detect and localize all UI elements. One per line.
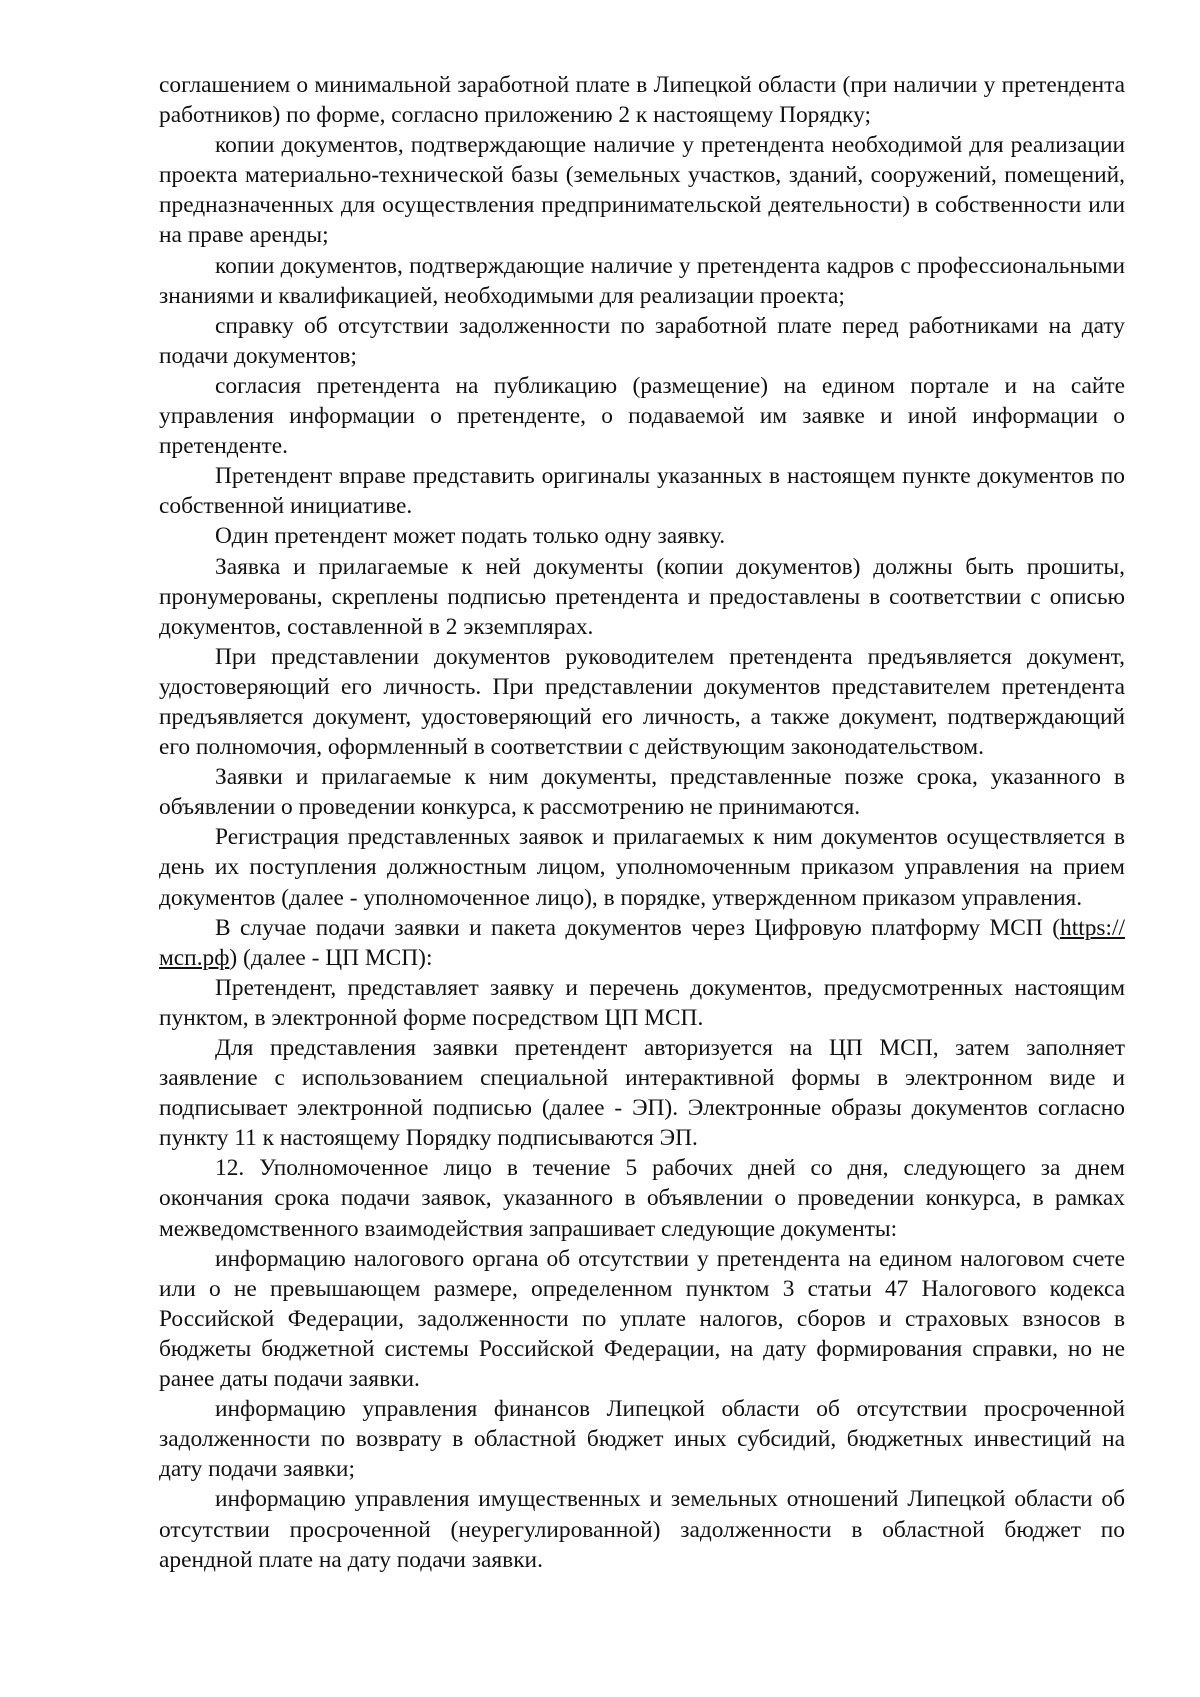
paragraph: Для представления заявки претендент авторизуется на ЦП МСП, затем заполняет заявление с использованием специальной интерактивной формы в электронном виде и подписывает электронной подписью (далее - ЭП). Электронные образы документов согласно пункту 11 к настоящему Порядку подписываются ЭП.: [159, 1035, 1125, 1152]
paragraph: информацию управления финансов Липецкой области об отсутствии просроченной задолженности по возврату в областной бюджет иных субсидий, бюджетных инвестиций на дату подачи заявки;: [159, 1396, 1125, 1483]
paragraph: информацию налогового органа об отсутствии у претендента на едином налоговом счете или о не превышающем размере, определенном пунктом 3 статьи 47 Налогового кодекса Российской Федерации, задолженности по уплате налогов, сборов и страховых взносов в бюджеты бюджетной системы Российской Федерации, на дату формирования справки, но не ранее даты подачи заявки.: [159, 1245, 1125, 1393]
paragraph: 12. Уполномоченное лицо в течение 5 рабочих дней со дня, следующего за днем окончания срока подачи заявок, указанного в объявлении о проведении конкурса, в рамках межведомственного взаимодействия запрашивает следующие документы:: [159, 1155, 1125, 1242]
msp-platform-link[interactable]: https://мсп.рф: [159, 914, 1125, 971]
paragraph-text-tail: ) (далее - ЦП МСП):: [229, 944, 433, 971]
paragraph: согласия претендента на публикацию (размещение) на едином портале и на сайте управления информации о претенденте, о подаваемой им заявке и иной информации о претенденте.: [159, 372, 1125, 460]
document-page: [159, 70, 1125, 1575]
paragraph: Заявки и прилагаемые к ним документы, представленные позже срока, указанного в объявлении о проведении конкурса, к рассмотрению не принимаются.: [159, 764, 1125, 821]
paragraph: Заявка и прилагаемые к ней документы (копии документов) должны быть прошиты, пронумерованы, скреплены подписью претендента и предоставлены в соответствии с описью документов, составленной в 2 экземплярах.: [159, 553, 1125, 640]
paragraph: соглашением о минимальной заработной плате в Липецкой области (при наличии у претендента работников) по форме, согласно приложению 2 к настоящему Порядку;: [159, 72, 1125, 129]
paragraph: информацию управления имущественных и земельных отношений Липецкой области об отсутствии просроченной (неурегулированной) задолженности в областной бюджет по арендной плате на дату подачи заявки.: [159, 1486, 1125, 1573]
paragraph: При представлении документов руководителем претендента предъявляется документ, удостоверяющий его личность. При представлении документов представителем претендента предъявляется документ, удостоверяющий его личность, а также документ, подтверждающий его полномочия, оформленный в соответствии с действующим законодательством.: [159, 643, 1125, 761]
paragraph: копии документов, подтверждающие наличие у претендента кадров с профессиональными знаниями и квалификацией, необходимыми для реализации проекта;: [159, 252, 1125, 309]
paragraph: справку об отсутствии задолженности по заработной плате перед работниками на дату подачи документов;: [159, 312, 1125, 369]
paragraph: Претендент вправе представить оригиналы указанных в настоящем пункте документов по собственной инициативе.: [159, 463, 1125, 520]
paragraph-text: В случае подачи заявки и пакета документов через Цифровую платформу МСП: [215, 914, 1043, 941]
paragraph-with-link: В случае подачи заявки и пакета документов через Цифровую платформу МСП (https://мсп.рф) (далее - ЦП МСП):: [159, 914, 1125, 971]
paragraph: Регистрация представленных заявок и прилагаемых к ним документов осуществляется в день их поступления должностным лицом, уполномоченным приказом управления на прием документов (далее - уполномоченное лицо), в порядке, утвержденном приказом управления.: [159, 824, 1125, 911]
paragraph: Один претендент может подать только одну заявку.: [215, 523, 726, 550]
paragraph: копии документов, подтверждающие наличие у претендента необходимой для реализации проекта материально-технической базы (земельных участков, зданий, сооружений, помещений, предназначенных для осуществления предпринимательской деятельности) в собственности или на праве аренды;: [159, 132, 1125, 249]
paragraph: Претендент, представляет заявку и перечень документов, предусмотренных настоящим пунктом, в электронной форме посредством ЦП МСП.: [159, 974, 1125, 1031]
